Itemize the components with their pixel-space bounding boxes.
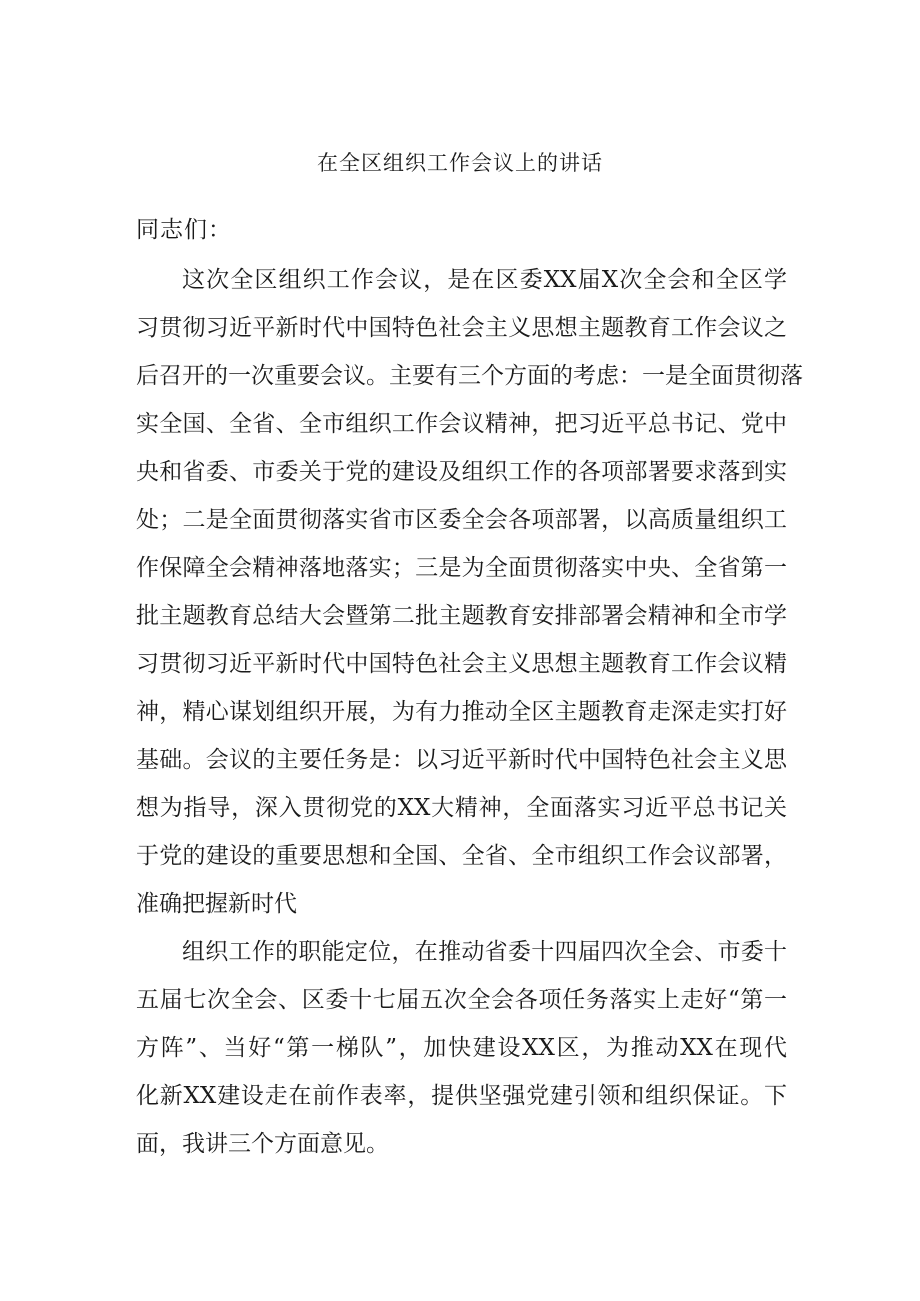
paragraph-2-line: 方阵”、当好“第一梯队”，加快建设XX区，为推动XX在现代 bbox=[136, 1035, 787, 1061]
paragraph-1-line: 处；二是全面贯彻落实省市区委全会各项部署，以高质量组织工 bbox=[136, 507, 787, 533]
paragraph-2-line: 化新XX建设走在前作表率，提供坚强党建引领和组织保证。下 bbox=[136, 1083, 787, 1109]
paragraph-1-line: 神，精心谋划组织开展，为有力推动全区主题教育走深走实打好 bbox=[136, 699, 787, 725]
paragraph-1-line: 央和省委、市委关于党的建设及组织工作的各项部署要求落到实 bbox=[136, 459, 787, 485]
paragraph-2-line: 组织工作的职能定位，在推动省委十四届四次全会、市委十 bbox=[182, 939, 787, 965]
paragraph-1-line: 于党的建设的重要思想和全国、全省、全市组织工作会议部署， bbox=[136, 843, 787, 869]
paragraph-1-line: 习贯彻习近平新时代中国特色社会主义思想主题教育工作会议精 bbox=[136, 651, 787, 677]
paragraph-2-line: 面，我讲三个方面意见。 bbox=[136, 1131, 389, 1157]
paragraph-1-line: 批主题教育总结大会暨第二批主题教育安排部署会精神和全市学 bbox=[136, 603, 787, 629]
salutation: 同志们： bbox=[136, 217, 232, 243]
paragraph-1-line: 后召开的一次重要会议。主要有三个方面的考虑：一是全面贯彻落 bbox=[136, 363, 803, 389]
paragraph-1-line: 准确把握新时代 bbox=[136, 891, 297, 917]
paragraph-1-line: 实全国、全省、全市组织工作会议精神，把习近平总书记、党中 bbox=[136, 411, 787, 437]
page-title: 在全区组织工作会议上的讲话 bbox=[317, 151, 603, 175]
paragraph-2-line: 五届七次全会、区委十七届五次全会各项任务落实上走好“第一 bbox=[136, 987, 787, 1013]
paragraph-1-line: 作保障全会精神落地落实；三是为全面贯彻落实中央、全省第一 bbox=[136, 555, 787, 581]
paragraph-1-line: 基础。会议的主要任务是：以习近平新时代中国特色社会主义思 bbox=[136, 747, 787, 773]
paragraph-1-line: 这次全区组织工作会议，是在区委XX届X次全会和全区学 bbox=[182, 267, 787, 293]
paragraph-1-line: 习贯彻习近平新时代中国特色社会主义思想主题教育工作会议之 bbox=[136, 315, 787, 341]
paragraph-1-line: 想为指导，深入贯彻党的XX大精神，全面落实习近平总书记关 bbox=[136, 795, 787, 821]
